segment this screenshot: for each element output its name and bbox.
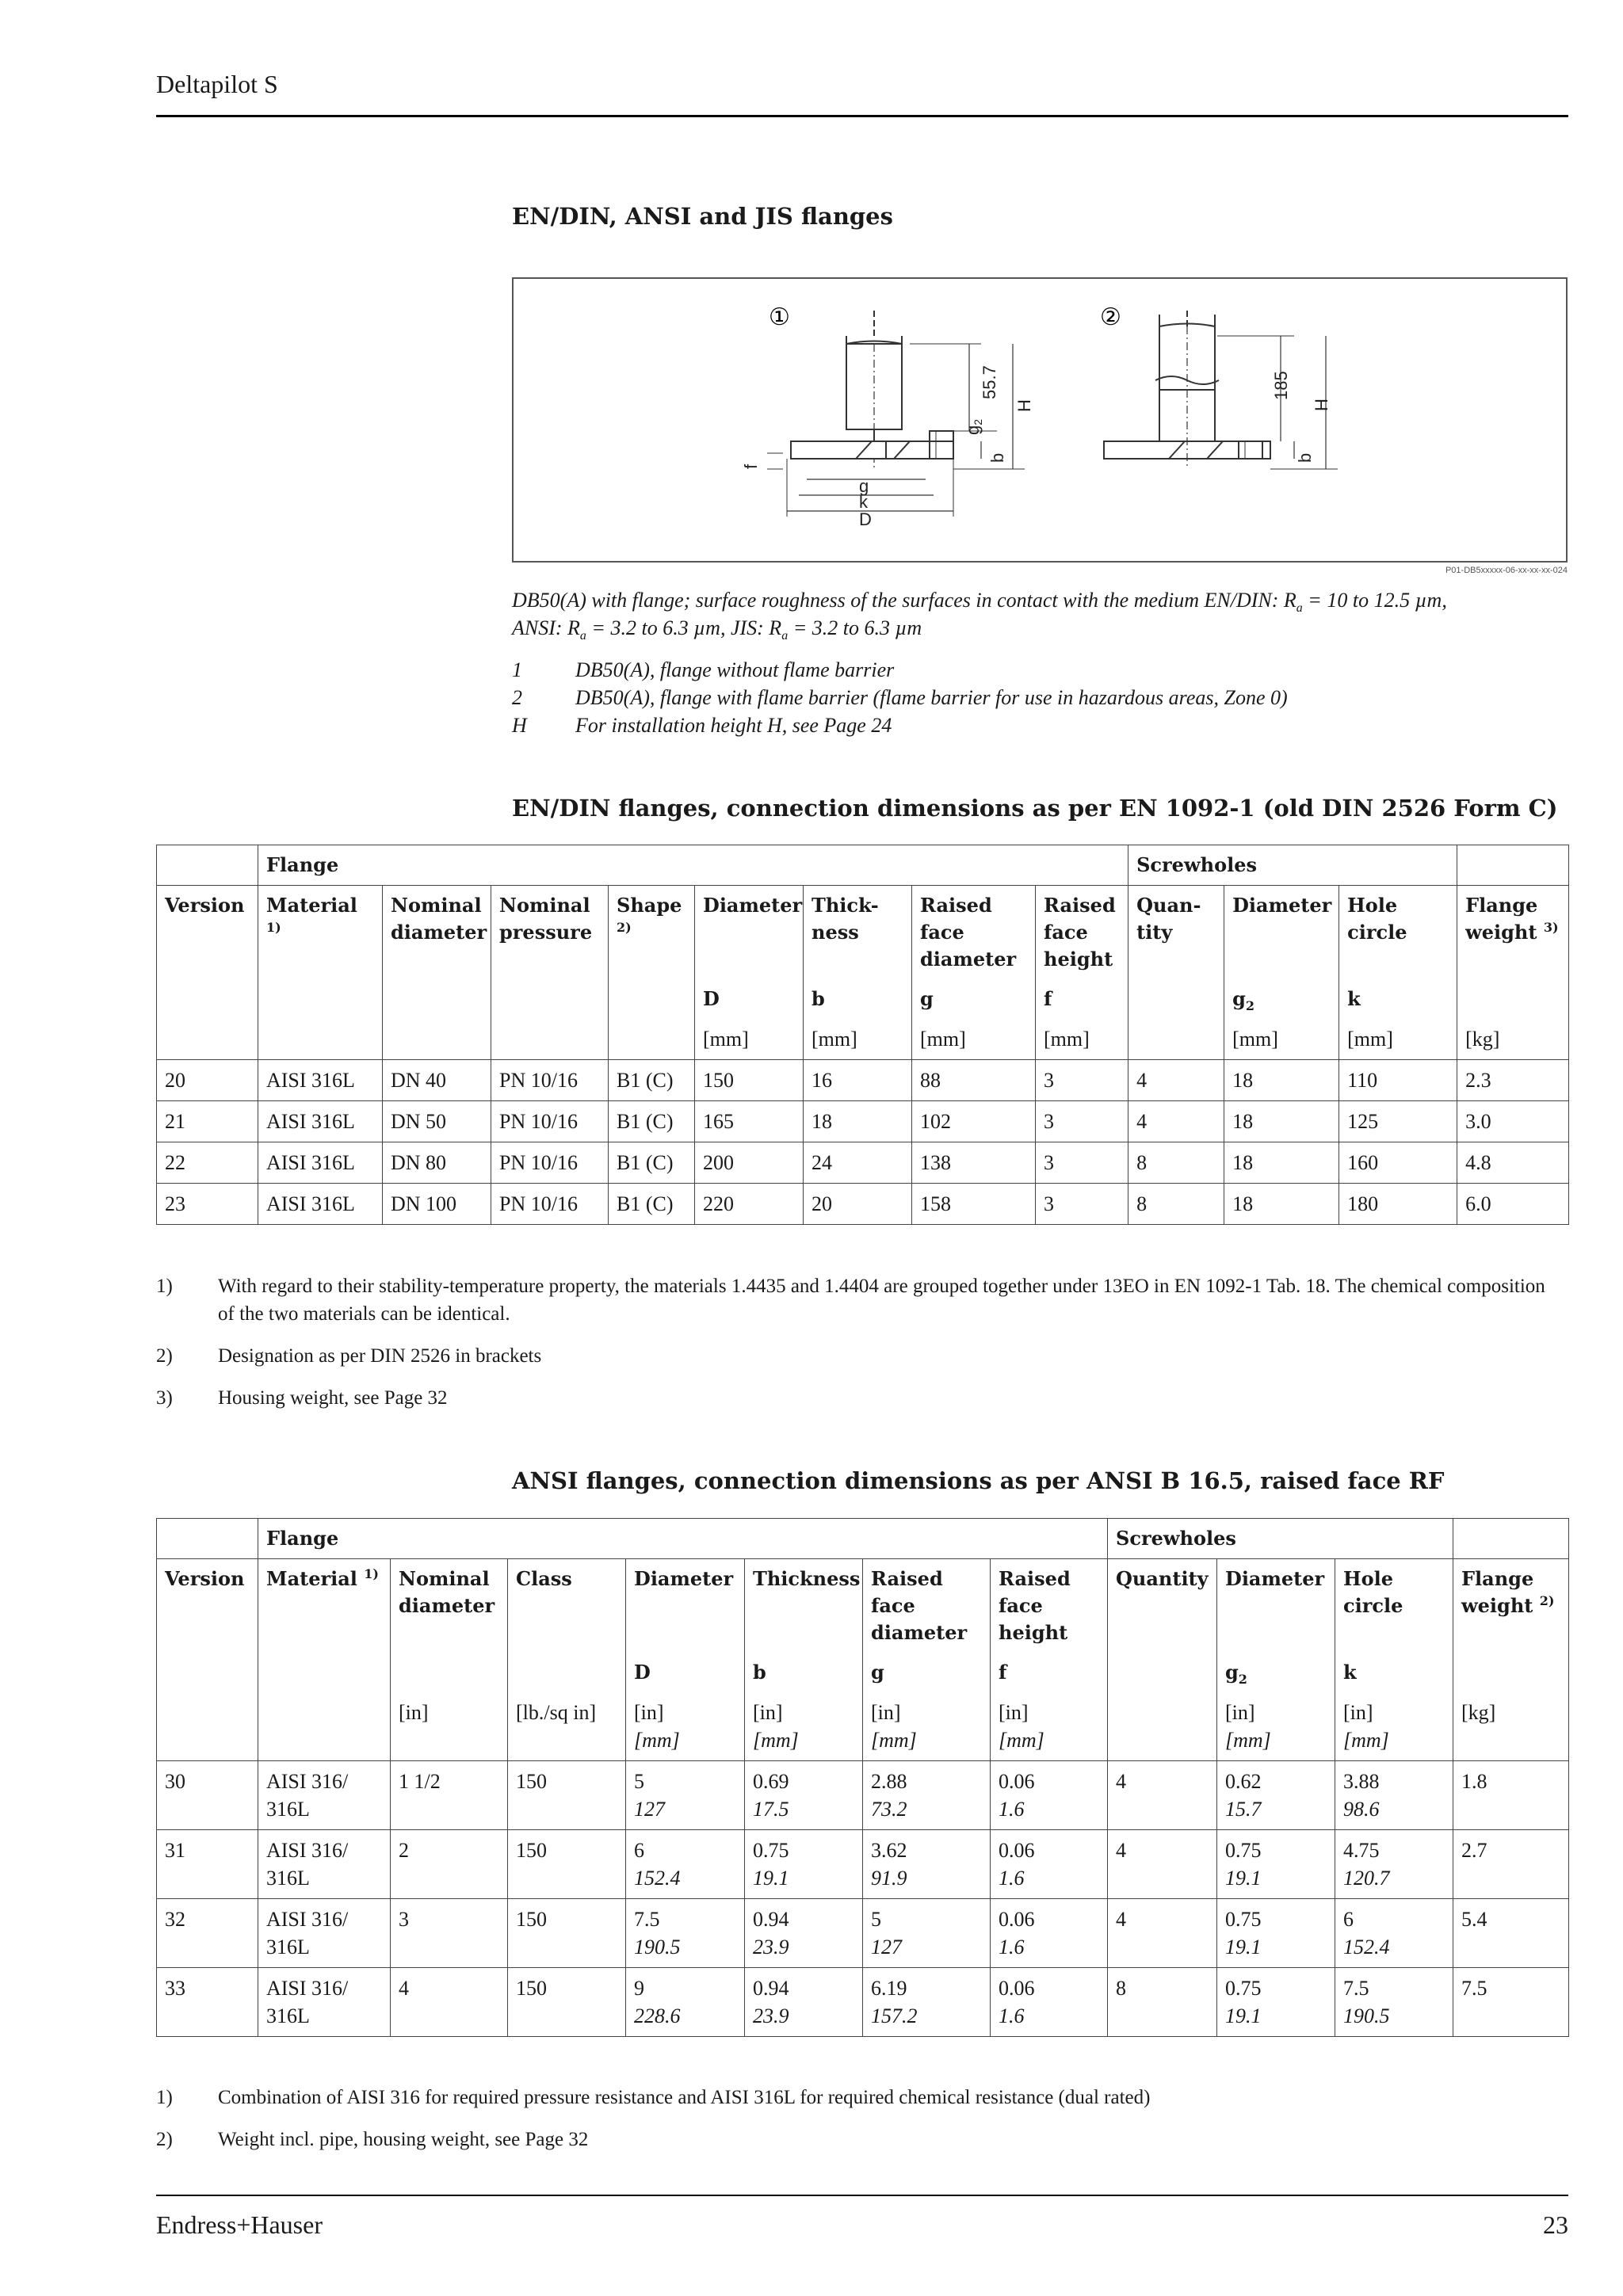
col-hole-diameter: Diameter — [1224, 886, 1339, 980]
endin-flange-table — [156, 845, 1569, 1225]
col-hole-circle: Hole circle — [1339, 886, 1457, 980]
unit-g2: [mm] — [1224, 1019, 1339, 1060]
table-row: 33 AISI 316/ 316L 4 150 9 228.6 0.94 23.9 6.19 157.2 0.06 1.6 8 0.75 19.1 7.5 190.5 7.5 — [157, 1968, 1569, 2037]
col-diameter: Diameter — [626, 1559, 745, 1653]
unit-g: [in] [mm] — [863, 1692, 991, 1761]
unit-g2: [in] [mm] — [1217, 1692, 1335, 1761]
dim-label-H2: H — [1312, 399, 1331, 411]
table-row: 22 AISI 316L DN 80 PN 10/16 B1 (C) 200 24 138 3 8 18 160 4.8 — [157, 1142, 1569, 1184]
symbol-D: D — [626, 1653, 745, 1692]
col-flange-weight: Flange weight $^{3)}$ — [1457, 886, 1569, 980]
col-shape: Shape $^{2)}$ — [609, 886, 695, 980]
symbol-k: k — [1335, 1653, 1453, 1692]
col-version: Version — [157, 1559, 258, 1653]
col-material: Material $^{1)}$ — [258, 1559, 391, 1653]
col-material: Material $^{1)}$ — [258, 886, 383, 980]
table-row: 21 AISI 316L DN 50 PN 10/16 B1 (C) 165 18 102 3 4 18 125 3.0 — [157, 1101, 1569, 1142]
group-header-flange: Flange — [258, 845, 1128, 886]
unit-class: [lb./sq in] — [508, 1692, 626, 1761]
unit-weight: [kg] — [1453, 1692, 1569, 1761]
dim-label-b1: b — [987, 452, 1007, 463]
symbol-D: D — [695, 979, 804, 1019]
col-thickness: Thickness — [745, 1559, 863, 1653]
section-heading-flanges: EN/DIN, ANSI and JIS flanges — [512, 203, 893, 230]
dim-label-f: f — [741, 463, 761, 469]
legend-item: 2 DB50(A), flange with flame barrier (flame barrier for use in hazardous areas, Zone 0) — [512, 686, 1288, 709]
figure-marker-1: ① — [769, 304, 790, 330]
col-flange-weight: Flange weight $^{2)}$ — [1453, 1559, 1569, 1653]
legend-item: H For installation height H, see Page 24 — [512, 714, 892, 737]
dim-label-g: g — [859, 476, 869, 496]
dim-label-H1: H — [1014, 399, 1034, 412]
footnote: 3) Housing weight, see Page 32 — [156, 1387, 448, 1409]
unit-k: [in] [mm] — [1335, 1692, 1453, 1761]
table-row: 31 AISI 316/ 316L 2 150 6 152.4 0.75 19.1 3.62 91.9 0.06 1.6 4 0.75 19.1 4.75 120.7 2.7 — [157, 1830, 1569, 1899]
table-row: 23 AISI 316L DN 100 PN 10/16 B1 (C) 220 20 158 3 8 18 180 6.0 — [157, 1184, 1569, 1225]
table-row: 30 AISI 316/ 316L 1 1/2 150 5 127 0.69 17.5 2.88 73.2 0.06 1.6 4 0.62 15.7 3.88 98.6 1.8 — [157, 1761, 1569, 1830]
col-hole-circle: Hole circle — [1335, 1559, 1453, 1653]
footnote: 2) Weight incl. pipe, housing weight, see Page 32 — [156, 2129, 589, 2150]
col-nominal-diameter: Nominal diameter — [391, 1559, 508, 1653]
table-row: 32 AISI 316/ 316L 3 150 7.5 190.5 0.94 23.9 5 127 0.06 1.6 4 0.75 19.1 6 152.4 5.4 — [157, 1899, 1569, 1968]
running-header: Deltapilot S — [156, 70, 278, 98]
unit-g: [mm] — [912, 1019, 1036, 1060]
col-raised-face-diameter: Raised face diameter — [912, 886, 1036, 980]
unit-b: [in] [mm] — [745, 1692, 863, 1761]
col-raised-face-diameter: Raised face diameter — [863, 1559, 991, 1653]
col-hole-diameter: Diameter — [1217, 1559, 1335, 1653]
section-heading-endin: EN/DIN flanges, connection dimensions as per EN 1092-1 (old DIN 2526 Form C) — [512, 795, 1558, 822]
group-header-screwholes: Screwholes — [1108, 1519, 1453, 1559]
figure-legend — [512, 656, 1288, 739]
flange-drawing-1 — [767, 311, 1025, 517]
footnote: 1) With regard to their stability-temperature property, the materials 1.4435 and 1.4404 are grouped together under 13EO in EN 1092-1 Tab. 18. The chemical composition of the two materials can be identical. — [156, 1276, 1545, 1325]
unit-b: [mm] — [804, 1019, 912, 1060]
col-nominal-diameter: Nominal diameter — [383, 886, 491, 980]
col-raised-face-height: Raised face height — [1036, 886, 1128, 980]
group-header-screwholes: Screwholes — [1128, 845, 1457, 886]
symbol-g2: $g_2$ — [1224, 979, 1339, 1019]
unit-k: [mm] — [1339, 1019, 1457, 1060]
group-header-flange: Flange — [258, 1519, 1108, 1559]
col-version: Version — [157, 886, 258, 980]
page-number: 23 — [1543, 2210, 1568, 2239]
unit-f: [in] [mm] — [991, 1692, 1108, 1761]
symbol-f: f — [1036, 979, 1128, 1019]
col-nominal-pressure: Nominal pressure — [491, 886, 609, 980]
col-thickness: Thick-ness — [804, 886, 912, 980]
footer-brand: Endress+Hauser — [156, 2210, 323, 2239]
unit-f: [mm] — [1036, 1019, 1128, 1060]
figure-caption: DB50(A) with flange; surface roughness of the surfaces in contact with the medium EN/DIN: $R_a = 10$ to 12.5 µm, ANSI: $R_a = 3.2$ to 6.3 µm, JIS: $R_a = 3.2$ to 6.3 µm — [512, 589, 1447, 643]
symbol-k: k — [1339, 979, 1457, 1019]
symbol-g: g — [863, 1653, 991, 1692]
dim-label-185: 185 — [1271, 371, 1291, 400]
col-quantity: Quantity — [1108, 1559, 1217, 1653]
unit-weight: [kg] — [1457, 1019, 1569, 1060]
footnote: 2) Designation as per DIN 2526 in brackets — [156, 1345, 542, 1367]
symbol-g: g — [912, 979, 1036, 1019]
footer-rule — [156, 2195, 1568, 2196]
symbol-b: b — [804, 979, 912, 1019]
dim-label-b2: b — [1295, 452, 1315, 463]
col-diameter: Diameter — [695, 886, 804, 980]
dim-label-g2: g2 — [963, 418, 984, 435]
symbol-b: b — [745, 1653, 863, 1692]
symbol-g2: $g_2$ — [1217, 1653, 1335, 1692]
flange-figure — [512, 277, 1568, 563]
dim-label-55-7: 55.7 — [980, 365, 999, 399]
figure-marker-2: ② — [1100, 304, 1121, 330]
col-class: Class — [508, 1559, 626, 1653]
figure-code: P01-DB5xxxxx-06-xx-xx-xx-024 — [1445, 566, 1568, 575]
flange-drawing — [514, 279, 1566, 561]
flange-drawing-2 — [1104, 311, 1338, 469]
header-rule — [156, 115, 1568, 117]
col-quantity: Quan-tity — [1128, 886, 1224, 980]
dim-label-k: k — [859, 492, 868, 512]
col-raised-face-height: Raised face height — [991, 1559, 1108, 1653]
symbol-f: f — [991, 1653, 1108, 1692]
unit-D: [mm] — [695, 1019, 804, 1060]
table-row: 20 AISI 316L DN 40 PN 10/16 B1 (C) 150 16 88 3 4 18 110 2.3 — [157, 1060, 1569, 1101]
footnote: 1) Combination of AISI 316 for required pressure resistance and AISI 316L for required chemical resistance (dual rated) — [156, 2087, 1151, 2108]
unit-nd: [in] — [391, 1692, 508, 1761]
legend-item: 1 DB50(A), flange without flame barrier — [512, 658, 895, 681]
ansi-flange-table — [156, 1518, 1569, 2037]
dim-label-D: D — [859, 509, 872, 529]
section-heading-ansi: ANSI flanges, connection dimensions as per ANSI B 16.5, raised face RF — [512, 1467, 1445, 1494]
unit-D: [in] [mm] — [626, 1692, 745, 1761]
